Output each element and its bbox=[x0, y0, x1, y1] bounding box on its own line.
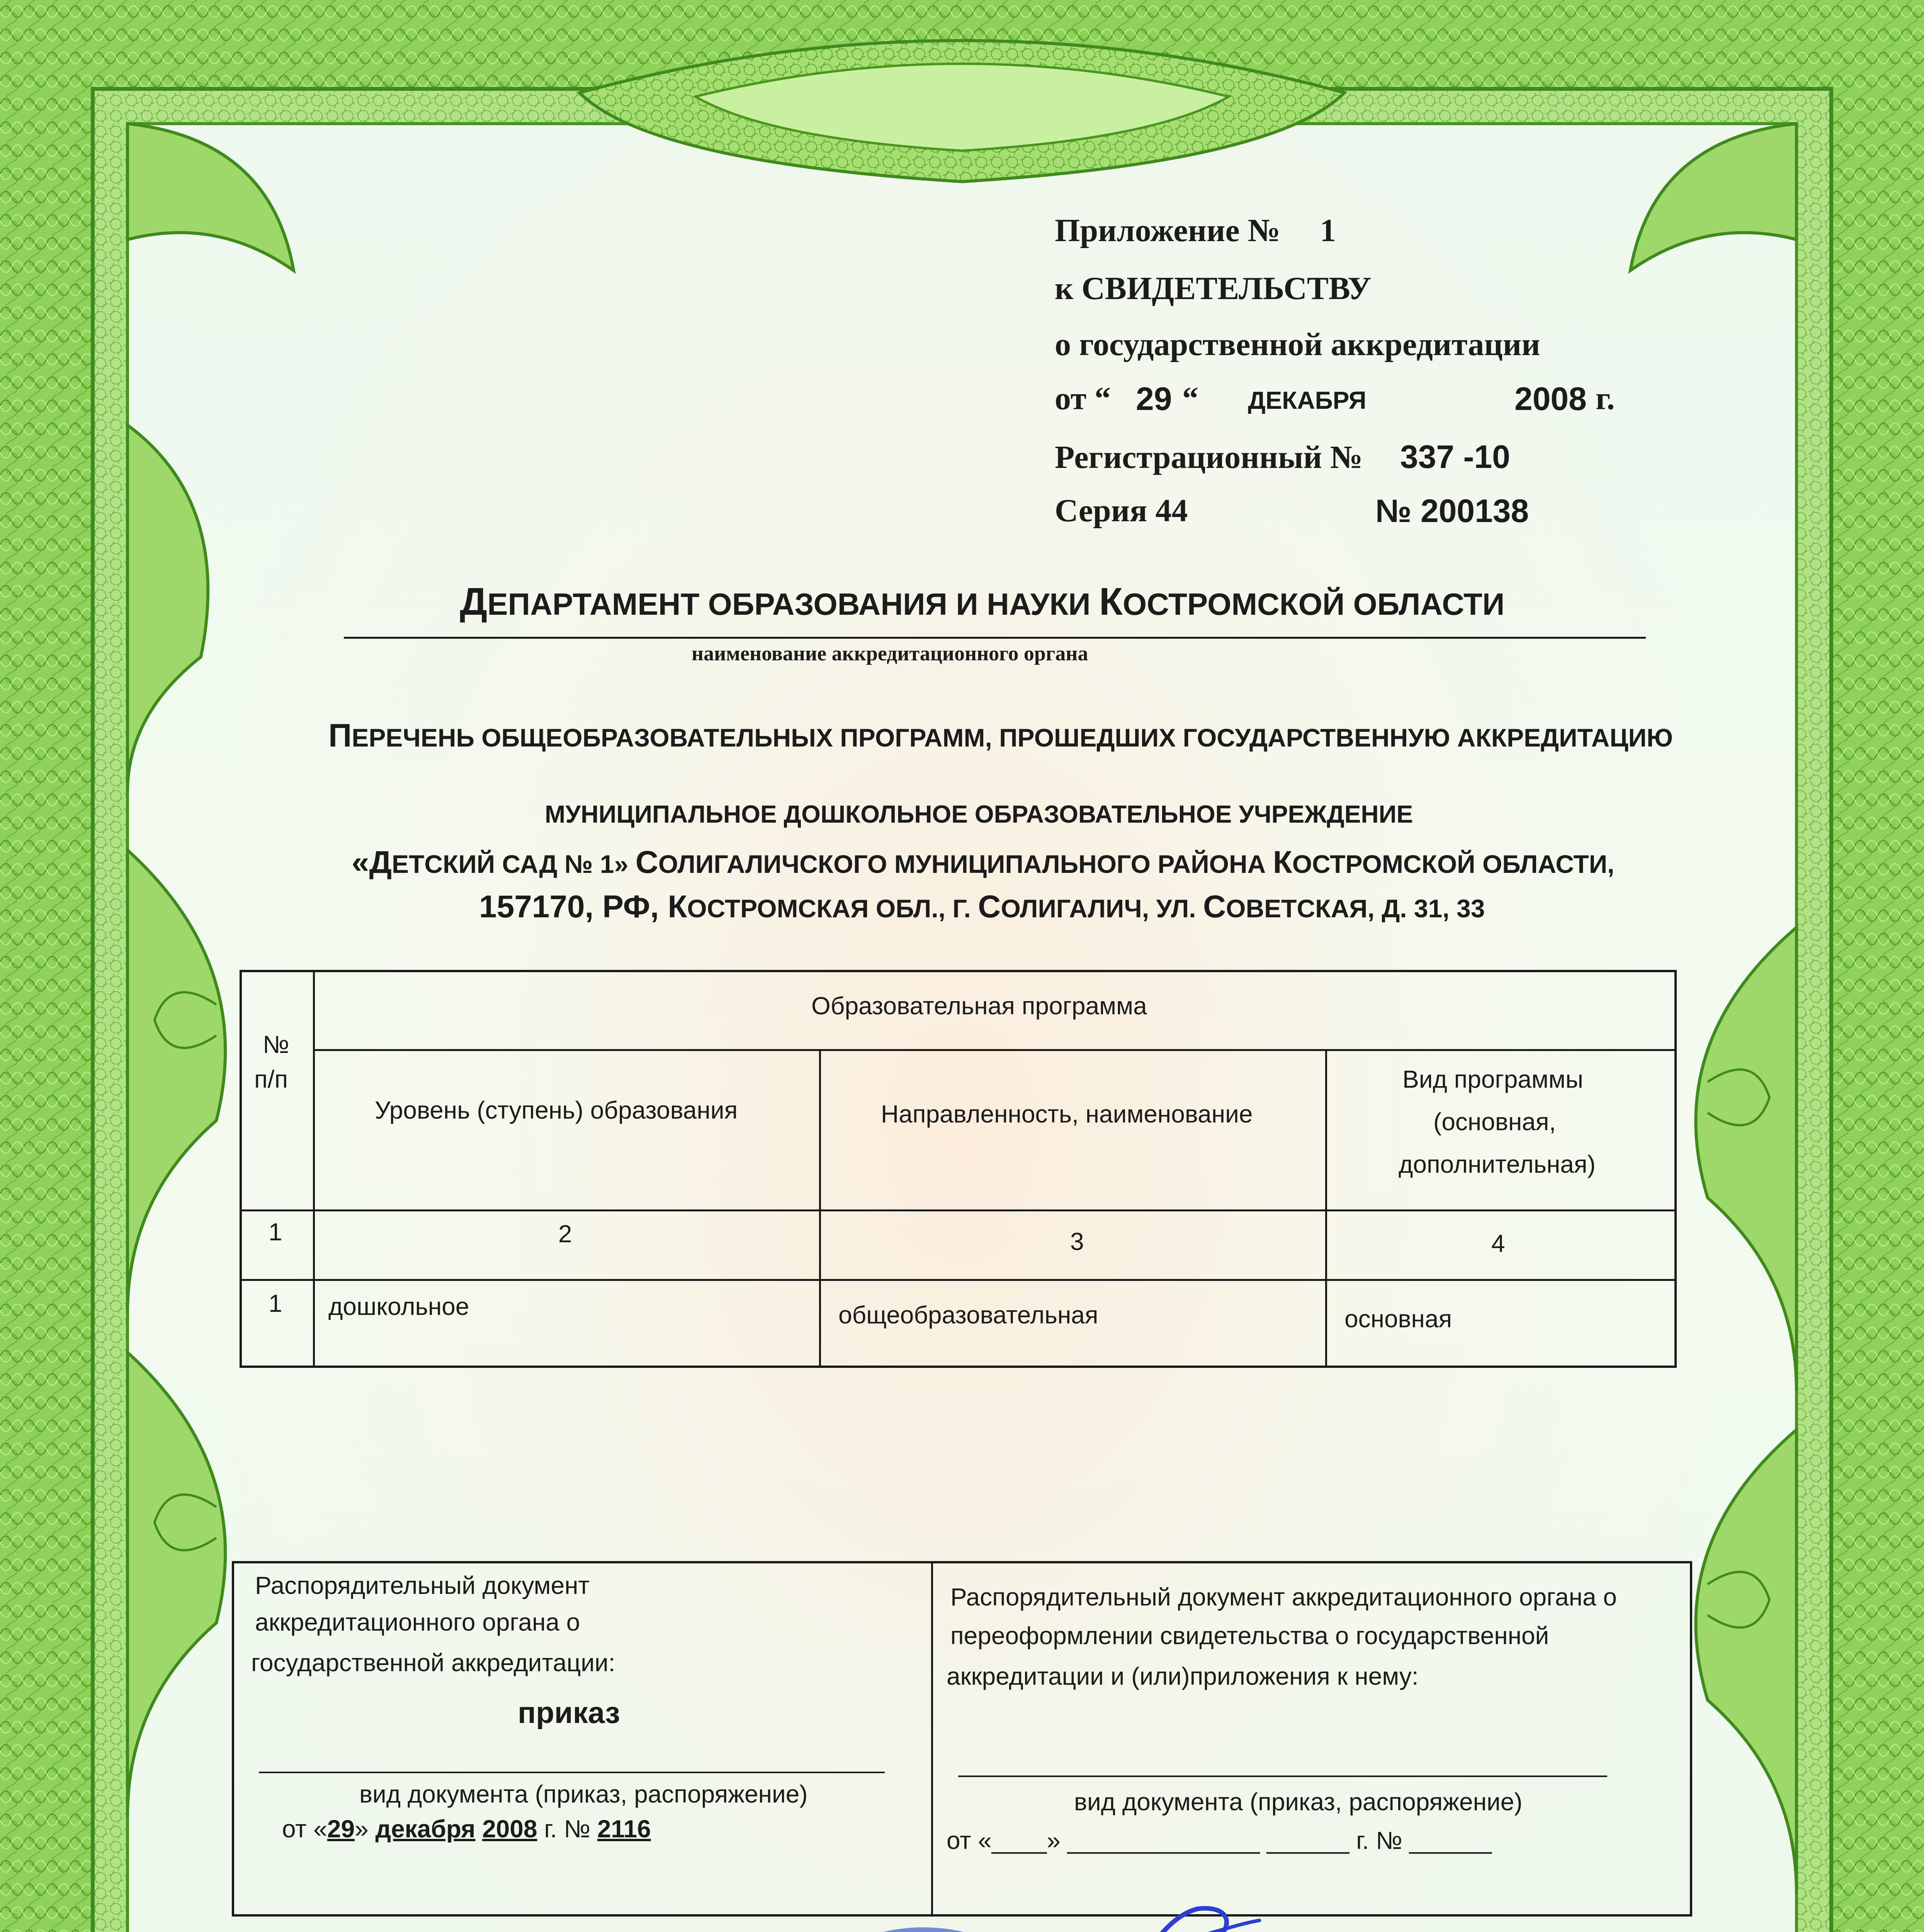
orders-box bbox=[232, 1561, 1692, 1917]
inst-l2-a: «Д bbox=[352, 845, 392, 880]
annex-label: Приложение № bbox=[1055, 213, 1281, 248]
date-quote: “ bbox=[1182, 381, 1198, 417]
row-num: 1 bbox=[269, 1289, 282, 1317]
inst-l3-b: ОСТРОМСКАЯ ОБЛ., Г. bbox=[687, 894, 978, 923]
right-order-date-line: от «____» ______________ ______ г. № ______ bbox=[947, 1827, 1492, 1854]
row-level: дошкольное bbox=[328, 1293, 469, 1320]
inst-l3-a: 157170, РФ, К bbox=[479, 889, 687, 924]
col-kind-header-1: Вид программы bbox=[1402, 1065, 1583, 1093]
date-day: 29 bbox=[1136, 381, 1172, 417]
inst-l2-b: ЕТСКИЙ САД № 1» bbox=[392, 850, 636, 878]
table-divider-col3 bbox=[1325, 1049, 1327, 1368]
left-order-line-1: Распорядительный документ bbox=[255, 1571, 590, 1599]
table-border-top bbox=[240, 970, 1677, 972]
handwritten-signature bbox=[966, 1893, 1275, 1932]
inst-l2-e: К bbox=[1273, 845, 1292, 880]
authority-initial-2: К bbox=[1099, 580, 1123, 623]
col-kind-header-3: дополнительная) bbox=[1399, 1150, 1596, 1178]
list-title-text: ЕРЕЧЕНЬ ОБЩЕОБРАЗОВАТЕЛЬНЫХ ПРОГРАММ, ПРОШЕДШИХ ГОСУДАРСТВЕННУЮ АККРЕДИТАЦИЮ bbox=[352, 723, 1673, 752]
inst-l3-d: ОЛИГАЛИЧ, УЛ. bbox=[1001, 894, 1203, 923]
left-order-doc-type: приказ bbox=[518, 1696, 620, 1730]
inst-l2-c: С bbox=[635, 845, 658, 880]
table-divider-header bbox=[240, 1209, 1677, 1211]
row-kind: основная bbox=[1344, 1305, 1452, 1333]
col-num-header-1: № bbox=[263, 1031, 289, 1058]
left-order-date bbox=[282, 1812, 651, 1845]
col-num-header-2: п/п bbox=[254, 1065, 288, 1093]
list-title-initial: П bbox=[328, 717, 352, 753]
authority-caption: наименование аккредитационного органа bbox=[692, 642, 1088, 665]
table-border-right bbox=[1674, 970, 1677, 1368]
table-divider-col2 bbox=[819, 1049, 821, 1368]
left-order-from: от « bbox=[282, 1815, 327, 1843]
index-cell-3: 3 bbox=[1070, 1228, 1084, 1255]
authority-underline bbox=[344, 637, 1646, 639]
col-group-header: Образовательная программа bbox=[811, 992, 1147, 1020]
left-order-line-3: государственной аккредитации: bbox=[251, 1649, 615, 1677]
index-cell-1: 1 bbox=[269, 1218, 282, 1246]
orders-border-top bbox=[232, 1561, 1692, 1563]
list-title bbox=[328, 717, 1673, 754]
annex-accreditation-line: о государственной аккредитации bbox=[1055, 327, 1540, 362]
date-year-suffix: г. bbox=[1596, 381, 1615, 417]
registration-line bbox=[1055, 440, 1510, 474]
annex-date-line bbox=[1055, 383, 1634, 417]
authority-initial: Д bbox=[460, 580, 488, 623]
registration-number: 337 -10 bbox=[1400, 439, 1510, 475]
left-order-doctype-line bbox=[259, 1772, 885, 1773]
left-order-month: декабря bbox=[375, 1815, 476, 1843]
left-order-year: 2008 bbox=[482, 1815, 537, 1843]
table-divider-group bbox=[313, 1049, 1677, 1051]
date-year: 2008 bbox=[1514, 381, 1587, 417]
authority-text-2: ОСТРОМСКОЙ ОБЛАСТИ bbox=[1122, 587, 1505, 621]
inst-l2-d: ОЛИГАЛИЧСКОГО МУНИЦИПАЛЬНОГО РАЙОНА bbox=[658, 850, 1273, 878]
date-month: ДЕКАБРЯ bbox=[1248, 386, 1367, 414]
row-direction: общеобразовательная bbox=[838, 1301, 1098, 1329]
right-order-doctype-line bbox=[958, 1776, 1607, 1777]
institution-address bbox=[479, 889, 1485, 925]
registration-label: Регистрационный № bbox=[1055, 439, 1363, 475]
inst-l3-f: ОВЕТСКАЯ, Д. 31, 33 bbox=[1226, 894, 1485, 923]
left-order-line-2: аккредитационного органа о bbox=[255, 1608, 580, 1636]
table-border-left bbox=[240, 970, 242, 1368]
orders-divider bbox=[931, 1561, 933, 1917]
orders-border-left bbox=[232, 1561, 234, 1917]
right-order-line-2: переоформлении свидетельства о государственной bbox=[950, 1622, 1549, 1650]
left-order-number: 2116 bbox=[597, 1815, 651, 1843]
left-order-close-quote: » bbox=[355, 1815, 369, 1843]
col-level-header: Уровень (ступень) образования bbox=[375, 1096, 738, 1124]
right-order-line-1: Распорядительный документ аккредитационного органа о bbox=[950, 1583, 1617, 1611]
authority-name bbox=[460, 580, 1504, 624]
inst-l3-e: С bbox=[1203, 889, 1226, 924]
annex-number: 1 bbox=[1320, 213, 1336, 248]
date-prefix: от “ bbox=[1055, 381, 1111, 417]
table-border-bottom bbox=[240, 1366, 1677, 1368]
annex-form-number: № 200138 bbox=[1375, 493, 1529, 529]
col-direction-header: Направленность, наименование bbox=[881, 1100, 1253, 1128]
annex-series-line bbox=[1055, 495, 1557, 529]
left-order-caption: вид документа (приказ, распоряжение) bbox=[359, 1780, 808, 1808]
left-order-year-suffix: г. № bbox=[544, 1815, 591, 1843]
right-order-line-3: аккредитации и (или)приложения к нему: bbox=[947, 1662, 1419, 1690]
annex-to-certificate: к СВИДЕТЕЛЬСТВУ bbox=[1055, 270, 1372, 306]
index-cell-4: 4 bbox=[1491, 1230, 1505, 1257]
programs-table bbox=[240, 970, 1677, 1368]
left-order-day: 29 bbox=[327, 1815, 355, 1843]
annex-number-line bbox=[1055, 214, 1336, 247]
orders-border-right bbox=[1690, 1561, 1692, 1917]
col-kind-header-2: (основная, bbox=[1433, 1108, 1556, 1136]
institution-line-1: МУНИЦИПАЛЬНОЕ ДОШКОЛЬНОЕ ОБРАЗОВАТЕЛЬНОЕ УЧРЕЖДЕНИЕ bbox=[545, 800, 1413, 828]
table-divider-index bbox=[240, 1279, 1677, 1281]
annex-series-label: Серия 44 bbox=[1055, 493, 1188, 529]
authority-text-1: ЕПАРТАМЕНТ ОБРАЗОВАНИЯ И НАУКИ bbox=[487, 587, 1099, 621]
inst-l3-c: С bbox=[978, 889, 1001, 924]
index-cell-2: 2 bbox=[558, 1220, 572, 1248]
right-order-caption: вид документа (приказ, распоряжение) bbox=[1074, 1788, 1523, 1816]
inst-l2-f: ОСТРОМСКОЙ ОБЛАСТИ, bbox=[1292, 850, 1615, 878]
institution-line-2 bbox=[352, 844, 1615, 881]
table-divider-num bbox=[313, 970, 315, 1368]
